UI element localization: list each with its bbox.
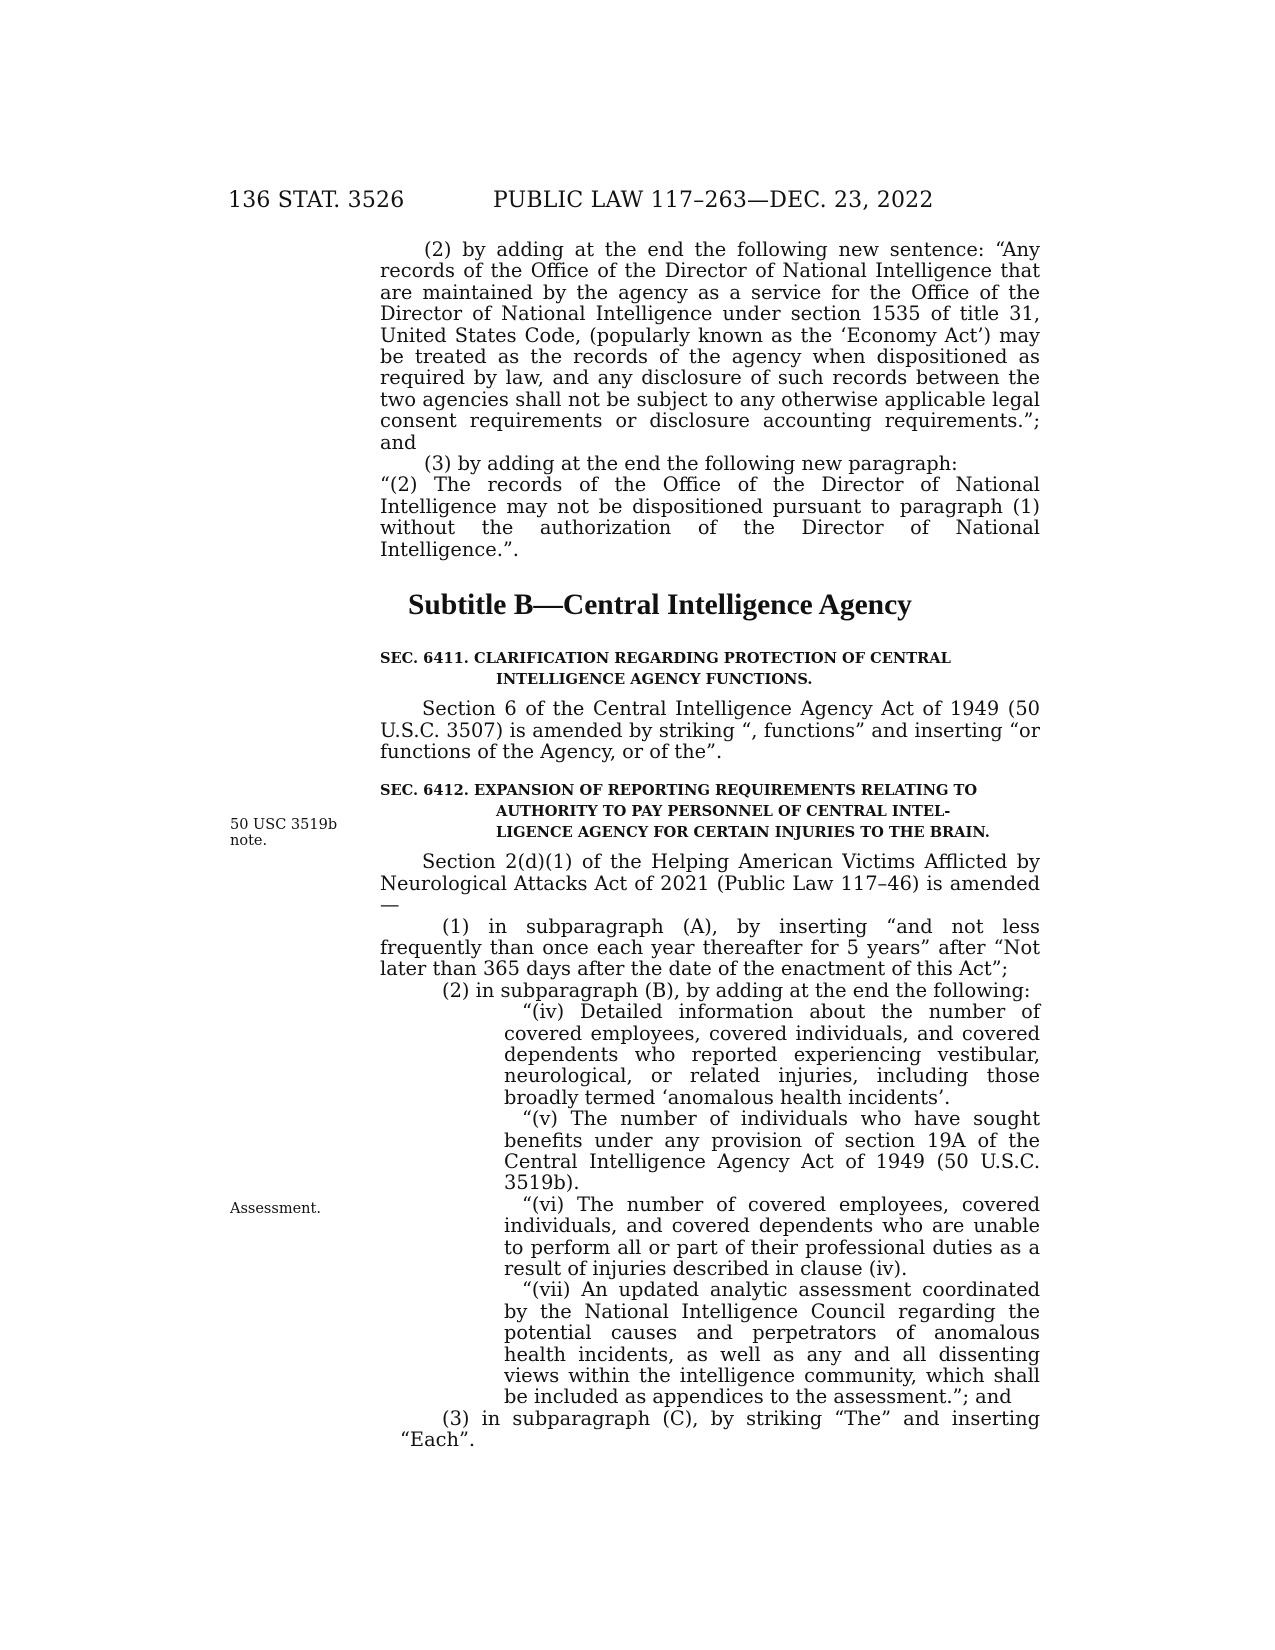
section-6411-heading bbox=[380, 648, 1040, 690]
section-6412-text: Section 2(d)(1) of the Helping American Victims Afflicted by Neurological Attacks Act of 2021 (Public Law 117–46) is amended— bbox=[380, 850, 1040, 917]
amendment-item-1: (1) in subparagraph (A), by inserting “and not less frequently than once each year thereafter for 5 years” after “Not later than 365 days after the date of the enactment of this Act”; bbox=[380, 914, 1040, 981]
clause-v: “(v) The number of individuals who have sought benefits under any provision of section 19A of the Central Intelligence Agency Act of 1949 (50 U.S.C. 3519b). bbox=[504, 1107, 1040, 1195]
statute-body bbox=[380, 239, 1040, 1451]
margin-note-usc-line1: 50 USC 3519b bbox=[230, 817, 338, 833]
section-6412-heading-line3: LIGENCE AGENCY FOR CERTAIN INJURIES TO THE BRAIN. bbox=[496, 824, 990, 842]
clause-vi: “(vi) The number of covered employees, covered individuals, and covered dependents who are unable to perform all or part of their professional duties as a result of injuries described in clause (iv). bbox=[504, 1192, 1040, 1281]
section-6411-heading-line1: SEC. 6411. CLARIFICATION REGARDING PROTECTION OF CENTRAL bbox=[380, 650, 951, 668]
section-6412-heading-line2: AUTHORITY TO PAY PERSONNEL OF CENTRAL INTEL- bbox=[496, 803, 951, 821]
section-6412-heading bbox=[380, 780, 1040, 843]
subtitle-heading: Subtitle B—Central Intelligence Agency bbox=[408, 589, 912, 622]
margin-note-usc bbox=[230, 817, 337, 849]
margin-note-assessment: Assessment. bbox=[230, 1201, 321, 1217]
amendment-item-3: (3) in subparagraph (C), by striking “The” and inserting “Each”. bbox=[400, 1406, 1040, 1452]
amendment-item-2: (2) in subparagraph (B), by adding at the end the following: bbox=[442, 978, 1031, 1002]
paragraph-3-quote: “(2) The records of the Office of the Director of National Intelligence may not be dispositioned pursuant to paragraph (1) without the authorization of the Director of National Intelligence.”. bbox=[380, 473, 1040, 561]
stat-page-number: 136 STAT. 3526 bbox=[228, 188, 405, 213]
clause-vii: “(vii) An updated analytic assessment coordinated by the National Intelligence Council regarding the potential causes and perpetrators of anomalous health incidents, as well as any and all dissenting views within the intelligence community, which shall be included as appendices to the assessment.”; and bbox=[504, 1278, 1040, 1409]
clause-iv: “(iv) Detailed information about the number of covered employees, covered individuals, and covered dependents who reported experiencing vestibular, neurological, or related injuries, including those broadly termed ‘anomalous health incidents’. bbox=[504, 1000, 1040, 1109]
paragraph-2: (2) by adding at the end the following new sentence: “Any records of the Office of the Director of National Intelligence that are maintained by the agency as a service for the Office of the Director of National Intelligence under section 1535 of title 31, United States Code, (popularly known as the ‘Economy Act’) may be treated as the records of the agency when dispositioned as required by law, and any disclosure of such records between the two agencies shall not be subject to any otherwise applicable legal consent requirements or disclosure accounting requirements.”; and bbox=[380, 238, 1040, 454]
page-header bbox=[0, 188, 1275, 218]
paragraph-3: (3) by adding at the end the following new paragraph: bbox=[424, 452, 958, 476]
margin-note-usc-line2: note. bbox=[230, 833, 268, 849]
section-6411-text: Section 6 of the Central Intelligence Agency Act of 1949 (50 U.S.C. 3507) is amended by striking “, functions” and inserting “or functions of the Agency, or of the”. bbox=[380, 697, 1040, 763]
section-6411-heading-line2: INTELLIGENCE AGENCY FUNCTIONS. bbox=[496, 671, 813, 689]
section-6412-heading-line1: SEC. 6412. EXPANSION OF REPORTING REQUIREMENTS RELATING TO bbox=[380, 782, 978, 800]
running-head: PUBLIC LAW 117–263—DEC. 23, 2022 bbox=[493, 188, 934, 213]
